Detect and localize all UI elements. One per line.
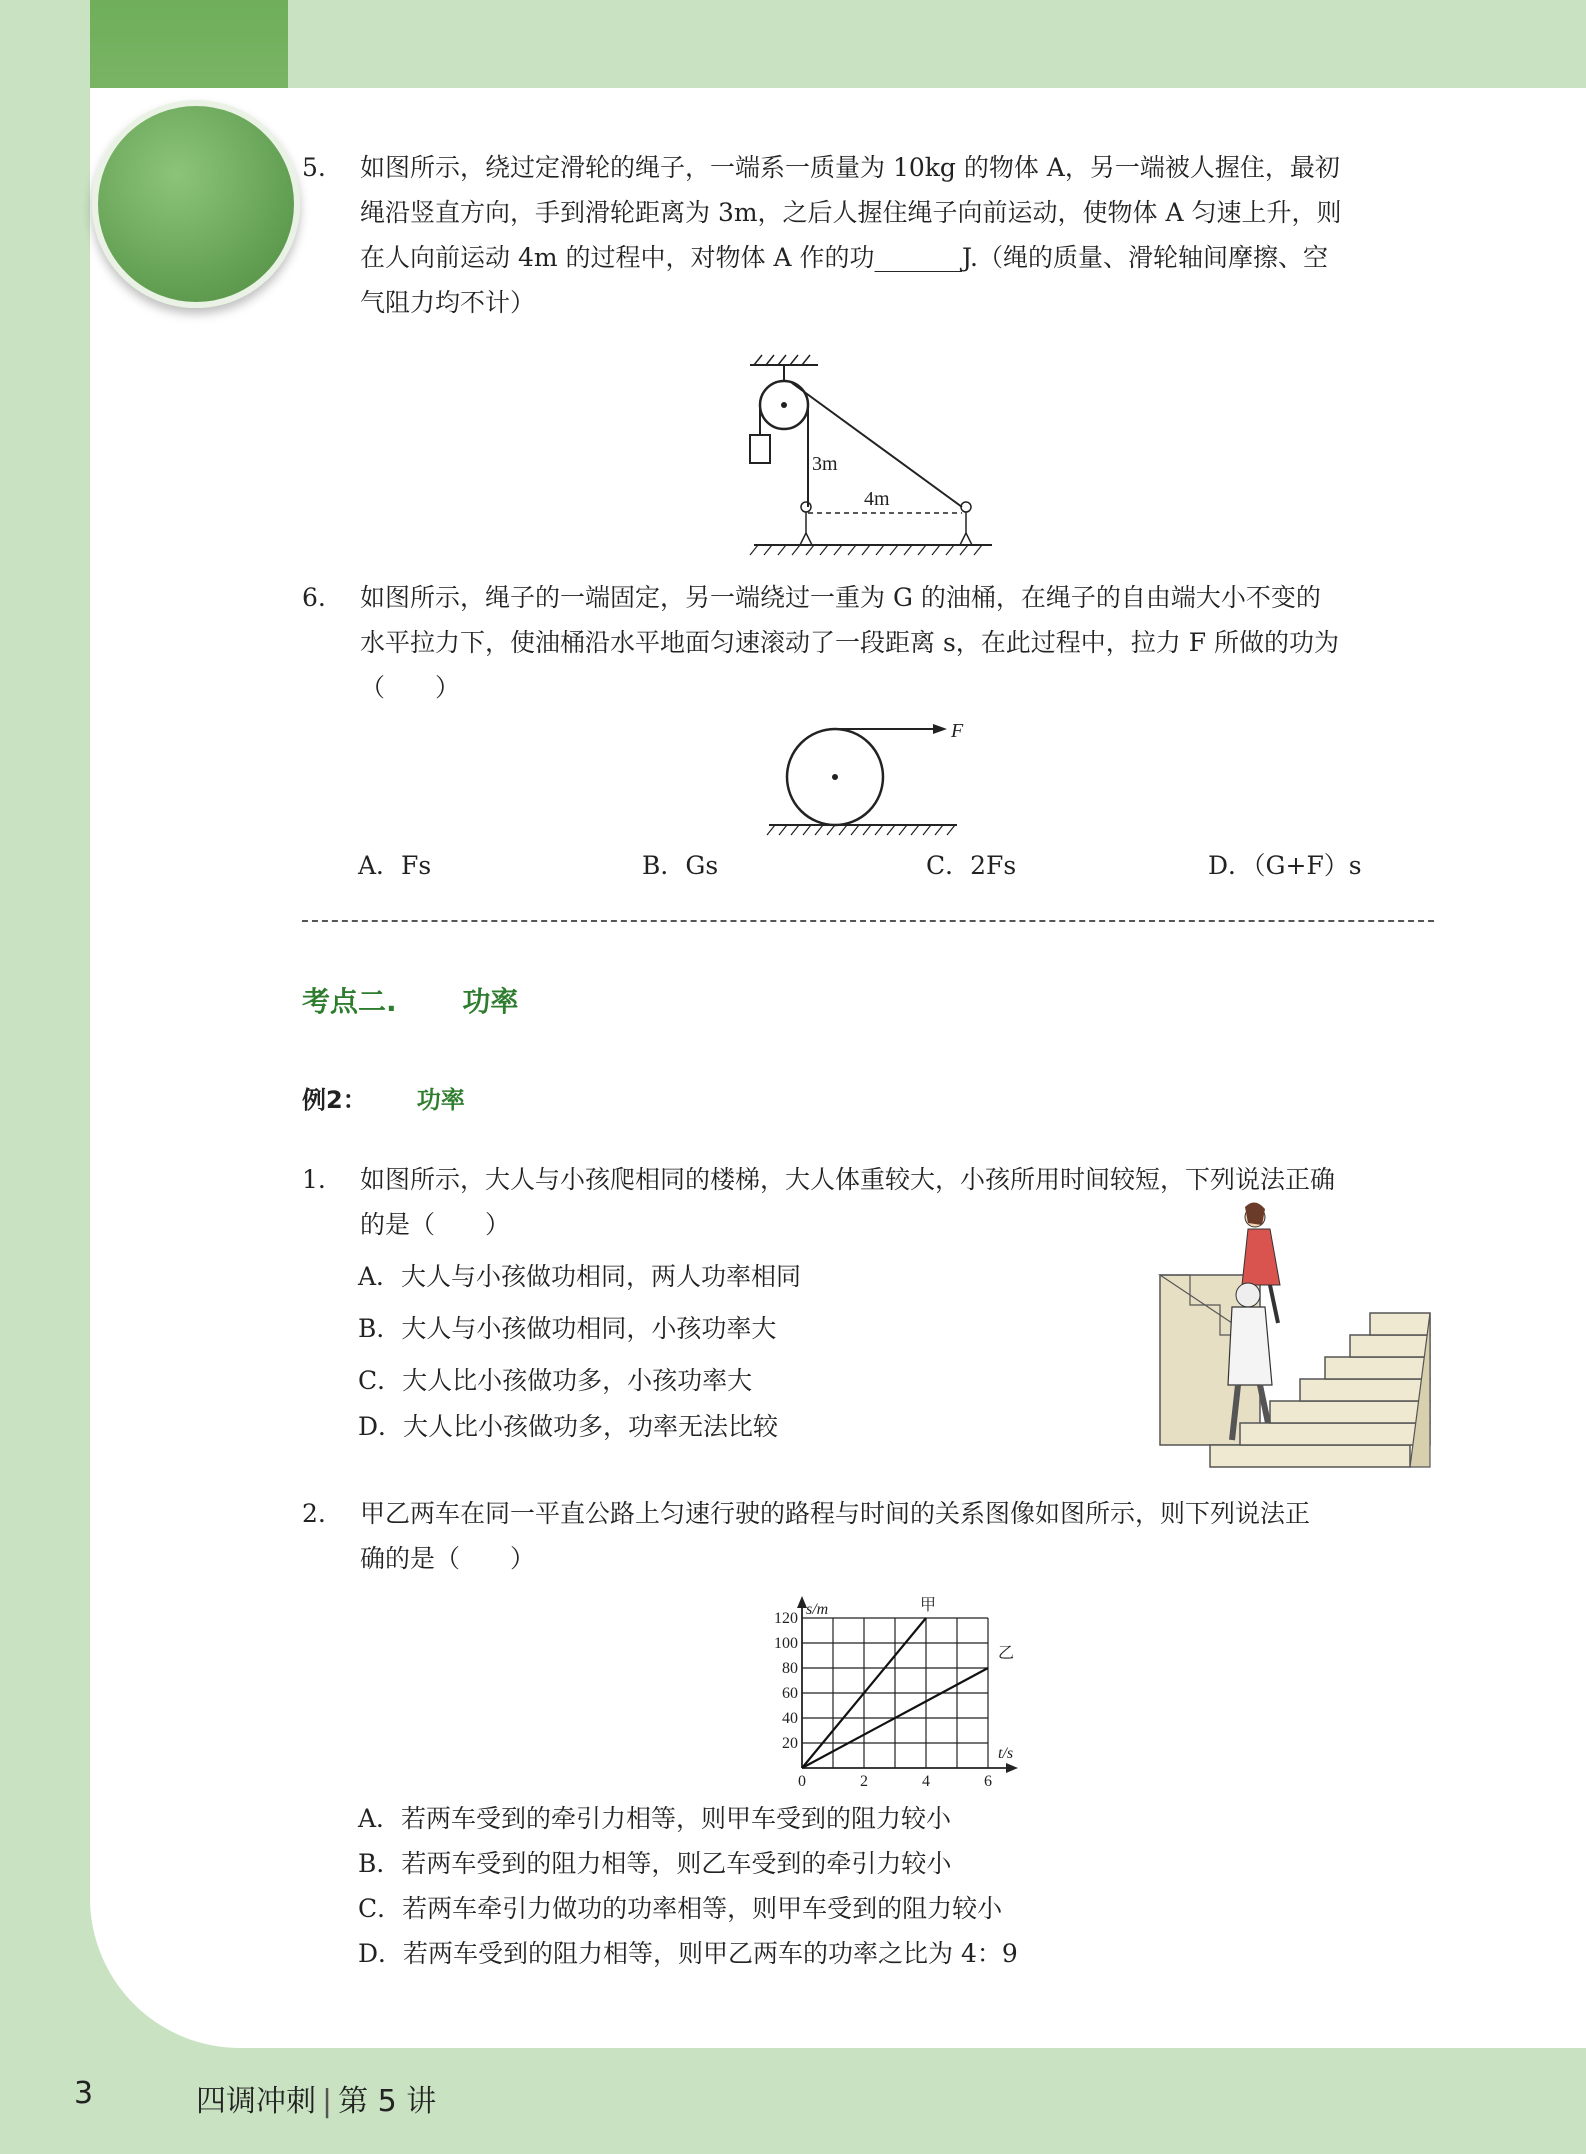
- p1-option-a: A．大人与小孩做功相同，两人功率相同: [358, 1262, 802, 1291]
- page-number: 3: [74, 2076, 94, 2111]
- section-title: 考点二.: [302, 985, 397, 1018]
- p2-option-d: D．若两车受到的阻力相等，则甲乙两车的功率之比为 4：9: [358, 1939, 1018, 1968]
- example-label: 例2：: [302, 1086, 367, 1114]
- s-t-chart: [760, 1588, 1030, 1793]
- y-tick-label: 60: [782, 1685, 798, 1702]
- q5-number: 5.: [302, 153, 326, 182]
- q5-line-4: 气阻力均不计）: [360, 288, 536, 317]
- p2-number: 2.: [302, 1499, 326, 1528]
- series-label-yi: 乙: [998, 1643, 1015, 1662]
- p1-option-b: B．大人与小孩做功相同，小孩功率大: [358, 1314, 777, 1343]
- section-heading: [302, 980, 518, 1020]
- y-axis-label: s/m: [806, 1601, 829, 1618]
- label-3m: 3m: [812, 453, 838, 475]
- p2-option-c: C．若两车牵引力做功的功率相等，则甲车受到的阻力较小: [358, 1894, 1003, 1923]
- y-tick-label: 100: [774, 1635, 798, 1652]
- x-tick-label: 2: [860, 1773, 868, 1790]
- section-divider: [302, 920, 1434, 922]
- q6-option-d: D．（G+F）s: [1208, 851, 1362, 880]
- q6-line-2: 水平拉力下，使油桶沿水平地面匀速滚动了一段距离 s，在此过程中，拉力 F 所做的功为: [360, 628, 1340, 657]
- q5-line-1: 如图所示，绕过定滑轮的绳子，一端系一质量为 10kg 的物体 A，另一端被人握住，最初: [360, 153, 1340, 182]
- q6-option-a: A．Fs: [358, 851, 432, 880]
- y-tick-label: 20: [782, 1735, 798, 1752]
- q6-number: 6.: [302, 583, 326, 612]
- q6-option-c: C．2Fs: [926, 851, 1017, 880]
- x-axis-arrow: [1006, 1763, 1018, 1773]
- p1-line-2: 的是（ ）: [360, 1210, 511, 1239]
- p2-line-2: 确的是（ ）: [360, 1544, 536, 1573]
- example-topic: 功率: [416, 1086, 465, 1114]
- chart-labels: [806, 1595, 1014, 1762]
- label-4m: 4m: [864, 488, 890, 510]
- footer-title-b: 第 5 讲: [338, 2084, 437, 2119]
- decorative-circle: [92, 100, 300, 308]
- x-tick-label: 4: [922, 1773, 930, 1790]
- p1-line-1: 如图所示，大人与小孩爬相同的楼梯，大人体重较大，小孩所用时间较短，下列说法正确: [360, 1165, 1336, 1194]
- footer-title: [196, 2076, 436, 2120]
- x-axis-label: t/s: [998, 1745, 1014, 1762]
- chart-axes: [797, 1596, 1018, 1773]
- series-label-jia: 甲: [920, 1595, 937, 1614]
- q6-line-3: （ ）: [360, 673, 461, 702]
- stairs-illustration: [1150, 1195, 1435, 1475]
- y-tick-label: 40: [782, 1710, 798, 1727]
- oil-drum-figure: [765, 715, 965, 840]
- p1-number: 1.: [302, 1165, 326, 1194]
- section-topic: 功率: [462, 985, 519, 1018]
- p1-option-d: D．大人比小孩做功多，功率无法比较: [358, 1412, 779, 1441]
- pulley-figure: [740, 345, 1000, 560]
- y-tick-label: 120: [774, 1610, 798, 1627]
- x-tick-label: 6: [984, 1773, 992, 1790]
- q6-line-1: 如图所示，绳子的一端固定，另一端绕过一重为 G 的油桶，在绳子的自由端大小不变的: [360, 583, 1321, 612]
- chart-grid: [802, 1618, 988, 1768]
- p2-option-a: A．若两车受到的牵引力相等，则甲车受到的阻力较小: [358, 1804, 952, 1833]
- q5-line-3: 在人向前运动 4m 的过程中，对物体 A 作的功_______J.（绳的质量、滑轮轴间摩擦、空: [360, 243, 1328, 272]
- footer-title-a: 四调冲刺: [196, 2084, 316, 2119]
- y-tick-label: 80: [782, 1660, 798, 1677]
- p2-line-1: 甲乙两车在同一平直公路上匀速行驶的路程与时间的关系图像如图所示，则下列说法正: [360, 1499, 1311, 1528]
- q5-line-2: 绳沿竖直方向，手到滑轮距离为 3m，之后人握住绳子向前运动，使物体 A 匀速上升，则: [360, 198, 1342, 227]
- p1-option-c: C．大人比小孩做功多，小孩功率大: [358, 1366, 753, 1395]
- footer-separator: |: [322, 2084, 333, 2119]
- p2-option-b: B．若两车受到的阻力相等，则乙车受到的牵引力较小: [358, 1849, 952, 1878]
- example-heading: [302, 1080, 465, 1115]
- q6-option-b: B．Gs: [642, 851, 719, 880]
- force-label: F: [951, 720, 964, 742]
- x-tick-label: 0: [798, 1773, 806, 1790]
